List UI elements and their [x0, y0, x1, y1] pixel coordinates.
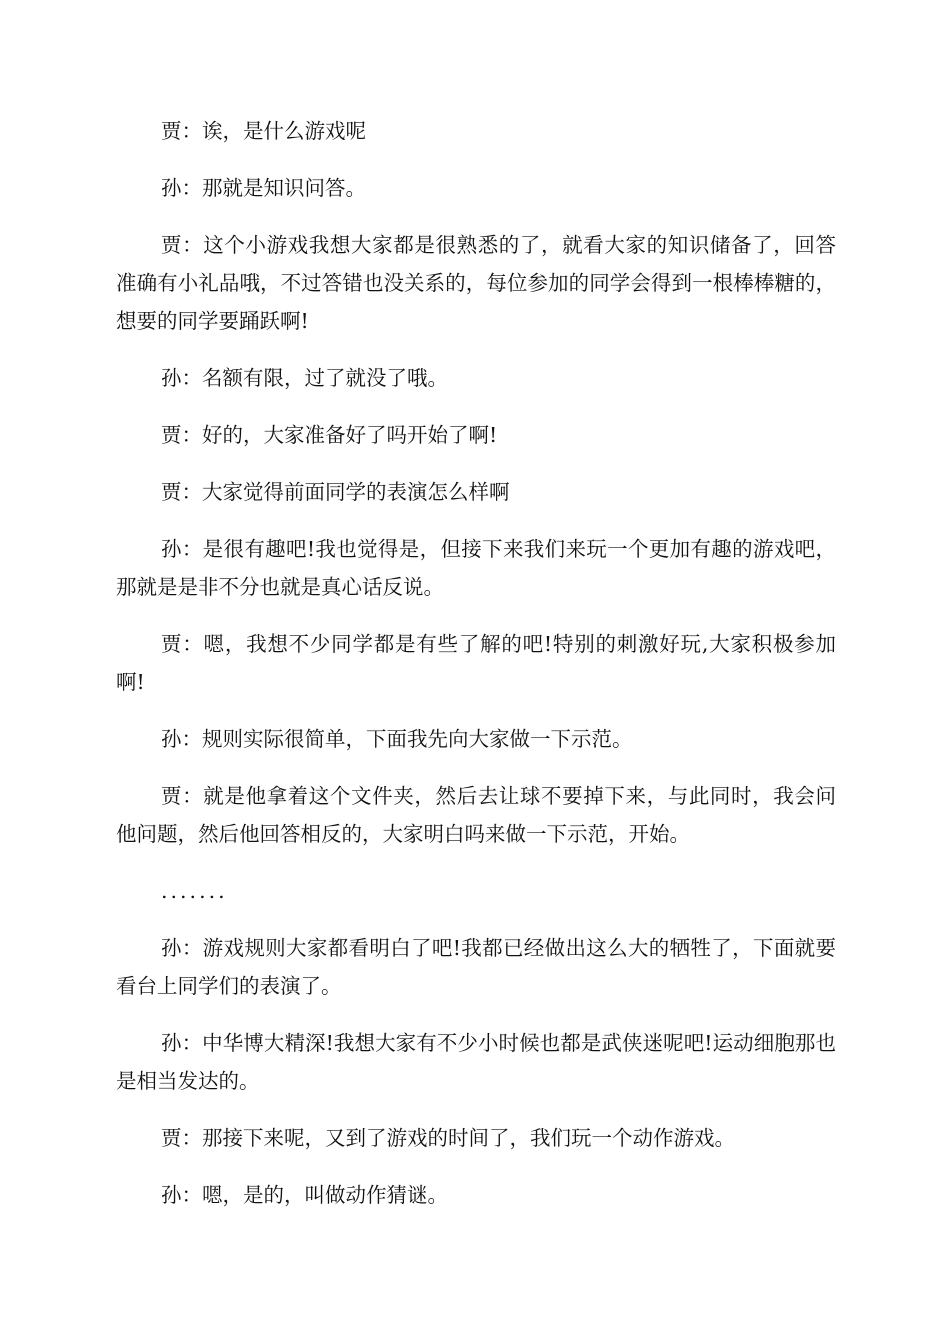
dialogue-line: 贾：诶，是什么游戏呢: [161, 119, 366, 143]
dialogue-line: 贾：大家觉得前面同学的表演怎么样啊: [161, 480, 510, 504]
dialogue-line: 孙：名额有限，过了就没了哦。: [161, 366, 448, 390]
dialogue-line: 孙：是很有趣吧!我也觉得是，但接下来我们来玩一个更加有趣的游戏吧，那就是是非不分也就是真心话反说。: [116, 537, 836, 599]
document-body: [116, 112, 836, 1233]
dialogue-line: 孙：游戏规则大家都看明白了吧!我都已经做出这么大的牺牲了，下面就要看台上同学们的表演了。: [116, 936, 836, 998]
dialogue-line: 孙：中华博大精深!我想大家有不少小时候也都是武侠迷呢吧!运动细胞那也是相当发达的。: [116, 1031, 836, 1093]
ellipsis-line: .......: [161, 879, 228, 903]
dialogue-line: 孙：那就是知识问答。: [161, 176, 366, 200]
dialogue-line: 贾：那接下来呢，又到了游戏的时间了，我们玩一个动作游戏。: [161, 1126, 735, 1150]
dialogue-line: 贾：嗯，我想不少同学都是有些了解的吧!特别的刺激好玩,大家积极参加啊!: [116, 632, 836, 694]
dialogue-line: 孙：嗯，是的，叫做动作猜谜。: [161, 1183, 448, 1207]
dialogue-line: 孙：规则实际很简单，下面我先向大家做一下示范。: [161, 727, 633, 751]
dialogue-line: 贾：好的，大家准备好了吗开始了啊!: [161, 423, 498, 447]
dialogue-line: 贾：这个小游戏我想大家都是很熟悉的了，就看大家的知识储备了，回答准确有小礼品哦，不过答错也没关系的，每位参加的同学会得到一根棒棒糖的，想要的同学要踊跃啊!: [116, 233, 836, 333]
dialogue-line: 贾：就是他拿着这个文件夹，然后去让球不要掉下来，与此同时，我会问他问题，然后他回答相反的，大家明白吗来做一下示范，开始。: [116, 784, 836, 846]
